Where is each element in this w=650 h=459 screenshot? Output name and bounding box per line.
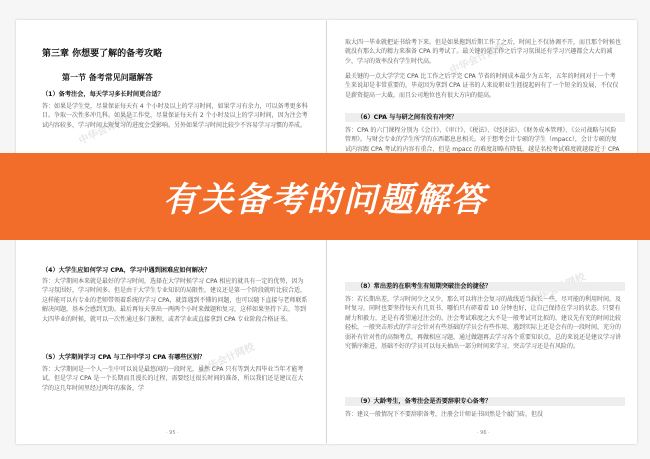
answer-9: 答：建议一般情况下不要辞职备考，注册会计师证书固然是个敲门砖，但没 (345, 411, 544, 418)
banner-title: 有关备考的问题解答 (163, 180, 487, 220)
question-1: （1）备考注会，每天学习多长时间更合适？ (42, 91, 164, 98)
section-title: 第一节 备考常见问题解答 (62, 72, 153, 82)
watermark: 中华会计网校 (77, 111, 137, 147)
answer-4: 答：大学期间本来就是最好的学习时间，选择在大学时候学习 CPA 相应的就具有一定的优势，因为学习氛围好，学习时间多。但是由于大学生专业知识的局限性，建议还是第一个阶段就听比较合适，这样能可以有专业的老师带领着系统的学习 CPA，就算遇到不懂的问题，也可以随下直接与老师联系解决问题，基本会感到无助。最后再每天拿出一两两个小时来做题和复习，这样如果坚持下去，等到大四毕业的时候，就可以一次性通过多门课程，或者学业或直接拿到 CPA 专业阶段合格证书。 (42, 278, 308, 323)
question-6: （6）CPA 与与研之间有没有冲突？ (357, 114, 458, 121)
answer-1: 答：如果是学生党，尽量保证每天有 4 个小时及以上的学习时间，如果学习有余力，可以备考更多科目。争取一次性多冲几科。如果是工作党，尽量保证每天有 2 个小时及以上的学习时间，因为注会考试内容较多，学习时间太短复习的进度会受影响。另外如果学习时间比较少不容易学习习惯的养成。 (42, 103, 308, 129)
watermark: 中华会计网校 (448, 41, 508, 77)
question-5: （5）大学期间学习 CPA 与工作中学习 CPA 有哪些区别？ (42, 354, 206, 361)
page-number: · 95 · (166, 430, 179, 436)
watermark: 中华会计网校 (197, 341, 257, 377)
paragraph: 取大四一毕业就把证书给考下来。但是如果拖到后期工作了之后，时间上不仅协调不开，而且那个时候也就没有那么大的精力来准备 CPA 的考试了。最关键的是工作之后学习氛围还有学习兴趣都会大大的减少，学习的效率没有学生时代高。 (345, 39, 622, 65)
answer-8: 答：若长期出差，学习时间少之又少，那么可以将注会复习的战线适当拉长一些，尽可能的利用时间，及时复习，同时也要坚持每天有几页书、哪怕只有碎着看 10 分钟也好，让自己保持在学习的状态。只要有耐力和毅力，还是有希望通过注会的。注会考试难度之大不是一般考试可比拟的，建议先有充的时间比较轻松，一般突击形式的学习会针对有些基础的学员会有些作用，遇到实际上还是会有的一段时间，充分的弱补有针对性的高频考点，再做相应习题，通过做题再去学习各个重要知识点，总的来说还是建议学习讲究循序渐进，基础不好的学员可以每天抽出一部分时间来学习，突击学习还是有风险的。 (345, 296, 622, 351)
question-9: （9）大龄考生，备考注会是否要辞职专心备考？ (357, 398, 492, 405)
chapter-title: 第三章 你想要了解的备考攻略 (42, 49, 163, 59)
answer-6: 答：CPA 的六门课程分别为《会计》、《审计》、《税法》、《经济法》、《财务成本管理》、《公司战略与风险管理》。与财会专业的学生所学的东西都息息相关。对于想考会计专硕的学生（mpacc），会计专硕的复试内容跟 CPA 考试的内容有重合，但是 mpacc 的难度却略有降低。越是名校考试难度就越接近于 CPA (345, 127, 620, 153)
title-banner (0, 153, 650, 240)
question-8: （8）常出差的在职考生有短期突破注会的捷径？ (357, 283, 492, 290)
question-4: （4）大学生应如何学习 CPA，学习中遇到困难应如何解决？ (42, 267, 211, 274)
paragraph: 最关键的一点大学学完 CPA 比工作之后学完 CPA 节省的时间成本最少为五年，五年的时间对于一个考生来说却是非常重要的，毕竟因为拿到 CPA 证书的人来说职业生涯提起码有了一个短全的发展，不仅仅是薪资提高一大截，而且公司地位也有很大方向的提高。 (345, 73, 619, 99)
page-number: · 96 · (477, 430, 490, 436)
answer-5: 答：大学期间是一个人一生中可以说是最悠闲的一段时光，虽然 CPA 只有等到大四毕业当年才能考试，但是学习 CPA 是一个长期而且漫长的过程，需要经过很长时间的准备，所以我们还是建议在大学的这几年时间里经过两年的准备，学 (42, 366, 304, 392)
